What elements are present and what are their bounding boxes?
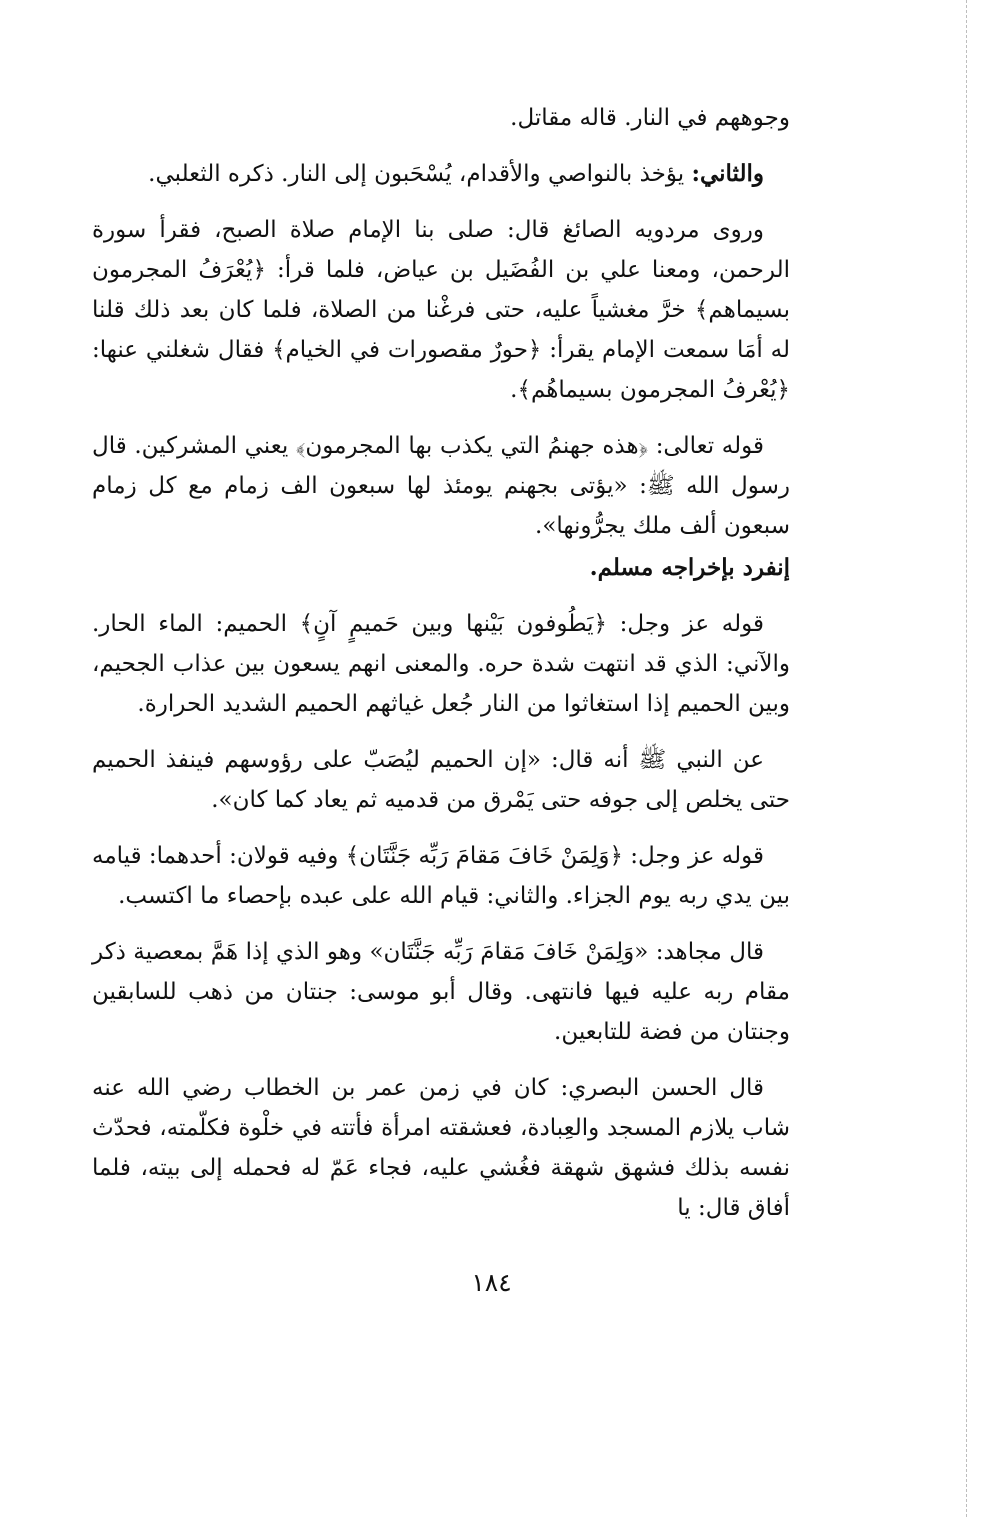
document-body [92,98,790,1244]
paragraph-3-text: وروى مردويه الصائغ قال: صلى بنا الإمام صلاة الصبح، فقرأ سورة الرحمن، ومعنا علي بن الفُضَيل بن عياض، فلما قرأ: ﴿يُعْرَفُ المجرمون بسيماهم﴾ خرَّ مغشياً عليه، حتى فرغْنا من الصلاة، فلما كان بعد ذلك قلنا له أمَا سمعت الإمام يقرأ: ﴿حورٌ مقصورات في الخيام﴾ فقال شغلني عنها: ﴿يُعْرفُ المجرمون بسيماهُم﴾. [92,217,790,403]
page-number: ١٨٤ [471,1268,512,1297]
paragraph-6-text: قوله عز وجل: ﴿يَطُوفون بَيْنها وبين حَميمٍ آنٍ﴾ الحميم: الماء الحار. والآني: الذي قد انتهت شدة حره. والمعنى انهم يسعون بين عذاب الجحيم، وبين الحميم إذا استغاثوا من النار جُعل غياثهم الحميم الشديد الحرارة. [92,611,790,717]
paragraph-3 [92,210,790,410]
paragraph-8 [92,836,790,916]
paragraph-7-text: عن النبي ﷺ أنه قال: «إن الحميم ليُصَبّ على رؤوسهم فينفذ الحميم حتى يخلص إلى جوفه حتى يَمْرق من قدميه ثم يعاد كما كان». [92,747,790,813]
paragraph-10 [92,1068,790,1228]
paragraph-4 [92,426,790,546]
paragraph-4-text: قوله تعالى: ﴿هذه جهنمُ التي يكذب بها المجرمون﴾ يعني المشركين. قال رسول الله ﷺ: «يؤتى بجهنم يومئذ لها سبعون الف زمام مع كل زمام سبعون ألف ملك يجرُّونها». [92,433,790,539]
paragraph-2 [92,154,790,194]
paragraph-9-text: قال مجاهد: «وَلِمَنْ خَافَ مَقامَ رَبِّه جَنَّتَان» وهو الذي إذا هَمَّ بمعصية ذكر مقام ربه عليه فيها فانتهى. وقال أبو موسى: جنتان من ذهب للسابقين وجنتان من فضة للتابعين. [92,939,790,1045]
paragraph-5-text: إنفرد بإخراجه مسلم. [589,554,790,581]
paragraph-8-text: قوله عز وجل: ﴿وَلِمَنْ خَافَ مَقامَ رَبِّه جَنَّتَان﴾ وفيه قولان: أحدهما: قيامه بين يدي ربه يوم الجزاء. والثاني: قيام الله على عبده بإحصاء ما اكتسب. [92,843,790,909]
paragraph-9 [92,932,790,1052]
paragraph-1 [92,98,790,138]
paragraph-10-text: قال الحسن البصري: كان في زمن عمر بن الخطاب رضي الله عنه شاب يلازم المسجد والعِبادة، فعشقته امرأة فأتته في خلْوة فكلّمته، فحدّث نفسه بذلك فشهق شهقة فغُشي عليه، فجاء عَمّ له فحمله إلى بيته، فلما أفاق قال: يا [92,1075,790,1221]
paragraph-6 [92,604,790,724]
paragraph-5 [92,548,790,588]
paragraph-2-text: يؤخذ بالنواصي والأقدام، يُسْحَبون إلى النار. ذكره الثعلبي. [148,161,692,187]
paragraph-1-text: وجوههم في النار. قاله مقاتل. [510,105,790,131]
paragraph-7 [92,740,790,820]
paragraph-2-lead: والثاني: [691,160,764,187]
